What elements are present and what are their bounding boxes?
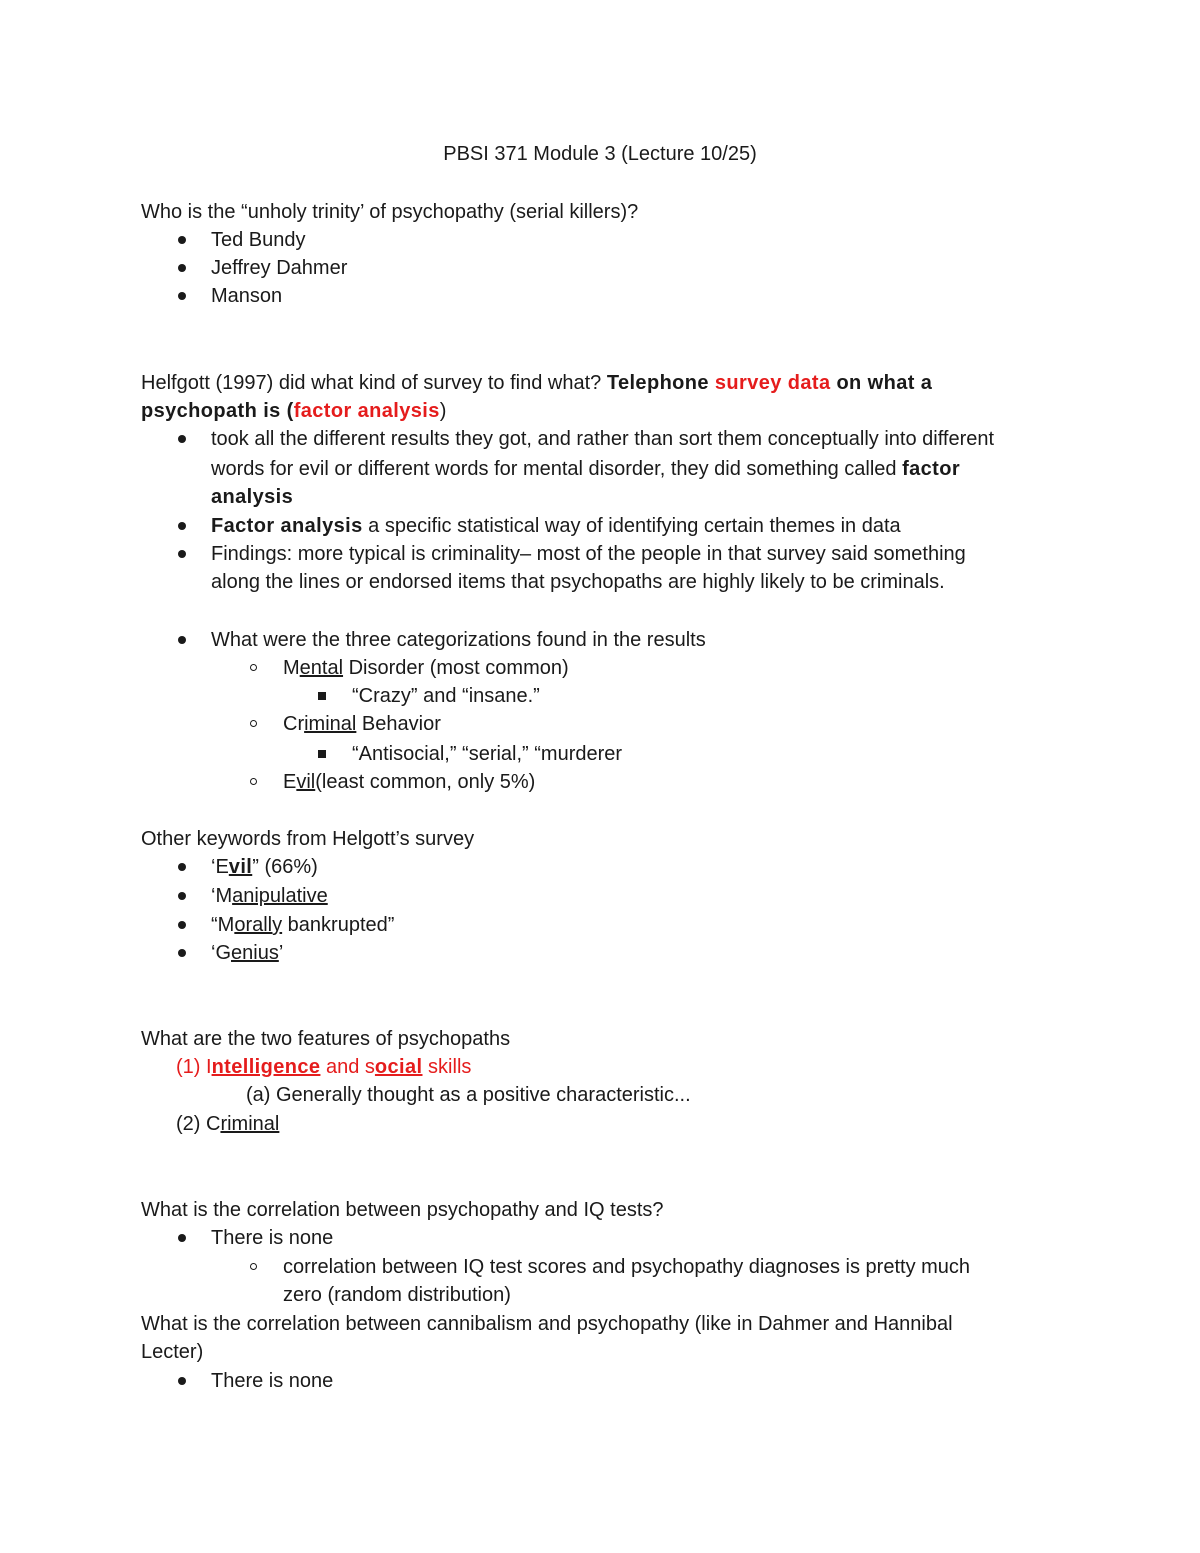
- question-helfgott: [141, 369, 932, 397]
- list-item: [211, 882, 328, 910]
- feature-sub-item: (a) Generally thought as a positive characteristic...: [246, 1084, 691, 1106]
- text: Disorder (most common): [343, 657, 569, 679]
- circle-bullet-icon: [250, 720, 257, 727]
- question-iq: What is the correlation between psychopathy and IQ tests?: [141, 1199, 664, 1221]
- sub-sub-list-item: “Crazy” and “insane.”: [352, 685, 540, 707]
- document-title: PBSI 371 Module 3 (Lecture 10/25): [443, 143, 757, 165]
- bullet-icon: [178, 1377, 186, 1385]
- text: skills: [422, 1056, 472, 1078]
- text: bankrupted”: [282, 914, 395, 936]
- underlined-text: enius: [231, 942, 279, 964]
- question-cannibalism: What is the correlation between cannibalism and psychopathy (like in Dahmer and Hannibal: [141, 1313, 953, 1335]
- list-item-cont: along the lines or endorsed items that psychopaths are highly likely to be criminals.: [211, 571, 945, 593]
- bullet-icon: [178, 863, 186, 871]
- text: Cr: [283, 713, 305, 735]
- circle-bullet-icon: [250, 1263, 257, 1270]
- bold-term: analysis: [211, 486, 294, 508]
- text: “M: [211, 914, 235, 936]
- bullet-icon: [178, 1234, 186, 1242]
- bullet-icon: [178, 522, 186, 530]
- answer-bold: on what a: [830, 372, 933, 394]
- text: words for evil or different words for mental disorder, they did something called: [211, 458, 903, 480]
- answer-text: ): [439, 400, 447, 422]
- list-item: [211, 853, 318, 881]
- section-heading: Other keywords from Helgott’s survey: [141, 828, 475, 850]
- underlined-text: ental: [299, 657, 344, 679]
- text: (1) I: [176, 1056, 212, 1078]
- underlined-text: ntelligence: [211, 1056, 321, 1078]
- underlined-text: iminal: [304, 713, 357, 735]
- answer-highlight: survey data: [714, 372, 831, 394]
- answer-bold: Telephone: [606, 372, 715, 394]
- list-item-cont: [211, 455, 960, 483]
- sub-sub-list-item: “Antisocial,” “serial,” “murderer: [352, 743, 623, 765]
- feature-item: [176, 1053, 471, 1081]
- question-features: What are the two features of psychopaths: [141, 1028, 511, 1050]
- text: M: [283, 657, 300, 679]
- list-item: [211, 939, 283, 967]
- list-item: took all the different results they got, and rather than sort them conceptually into different: [211, 428, 995, 450]
- square-bullet-icon: [318, 750, 326, 758]
- underlined-text: vil: [296, 771, 316, 793]
- answer-line: [141, 397, 446, 425]
- text: ’: [278, 942, 284, 964]
- text: a specific statistical way of identifying certain themes in data: [362, 515, 901, 537]
- text: ” (66%): [252, 856, 318, 878]
- list-item: [211, 512, 901, 540]
- list-item: [211, 911, 394, 939]
- sub-list-item-cont: zero (random distribution): [283, 1284, 511, 1306]
- text: ‘E: [211, 856, 229, 878]
- bullet-icon: [178, 892, 186, 900]
- list-item: Ted Bundy: [211, 229, 306, 251]
- underlined-text: vil: [228, 856, 253, 878]
- bullet-icon: [178, 292, 186, 300]
- square-bullet-icon: [318, 692, 326, 700]
- text: (least common, only 5%): [315, 771, 536, 793]
- question-text: Helfgott (1997) did what kind of survey to find what?: [141, 372, 607, 394]
- text: and s: [320, 1056, 375, 1078]
- sub-list-item: [283, 710, 441, 738]
- sub-list-item: [283, 768, 535, 796]
- answer-highlight: factor analysis: [293, 400, 440, 422]
- text: ‘G: [211, 942, 231, 964]
- circle-bullet-icon: [250, 664, 257, 671]
- text: (2) C: [176, 1113, 221, 1135]
- bullet-icon: [178, 949, 186, 957]
- text: Behavior: [356, 713, 441, 735]
- question-unholy-trinity: Who is the “unholy trinity’ of psychopathy (serial killers)?: [141, 201, 639, 223]
- bullet-icon: [178, 636, 186, 644]
- bold-term: Factor analysis: [211, 515, 363, 537]
- bullet-icon: [178, 921, 186, 929]
- answer-bold: psychopath is (: [141, 400, 294, 422]
- list-item: There is none: [211, 1370, 334, 1392]
- text: E: [283, 771, 297, 793]
- bullet-icon: [178, 550, 186, 558]
- sub-list-item: [283, 654, 569, 682]
- bullet-icon: [178, 236, 186, 244]
- text: ‘M: [211, 885, 233, 907]
- underlined-text: riminal: [220, 1113, 280, 1135]
- list-item: Manson: [211, 285, 283, 307]
- bullet-icon: [178, 264, 186, 272]
- list-item: What were the three categorizations found in the results: [211, 629, 706, 651]
- underlined-text: orally: [234, 914, 283, 936]
- feature-item: [176, 1110, 279, 1138]
- list-item: There is none: [211, 1227, 334, 1249]
- sub-list-item: correlation between IQ test scores and psychopathy diagnoses is pretty much: [283, 1256, 971, 1278]
- underlined-text: ocial: [374, 1056, 423, 1078]
- question-cannibalism-cont: Lecter): [141, 1341, 204, 1363]
- bold-term: factor: [902, 458, 961, 480]
- underlined-text: anipulative: [232, 885, 328, 907]
- circle-bullet-icon: [250, 778, 257, 785]
- bullet-icon: [178, 435, 186, 443]
- list-item: Jeffrey Dahmer: [211, 257, 348, 279]
- list-item: Findings: more typical is criminality– most of the people in that survey said something: [211, 543, 966, 565]
